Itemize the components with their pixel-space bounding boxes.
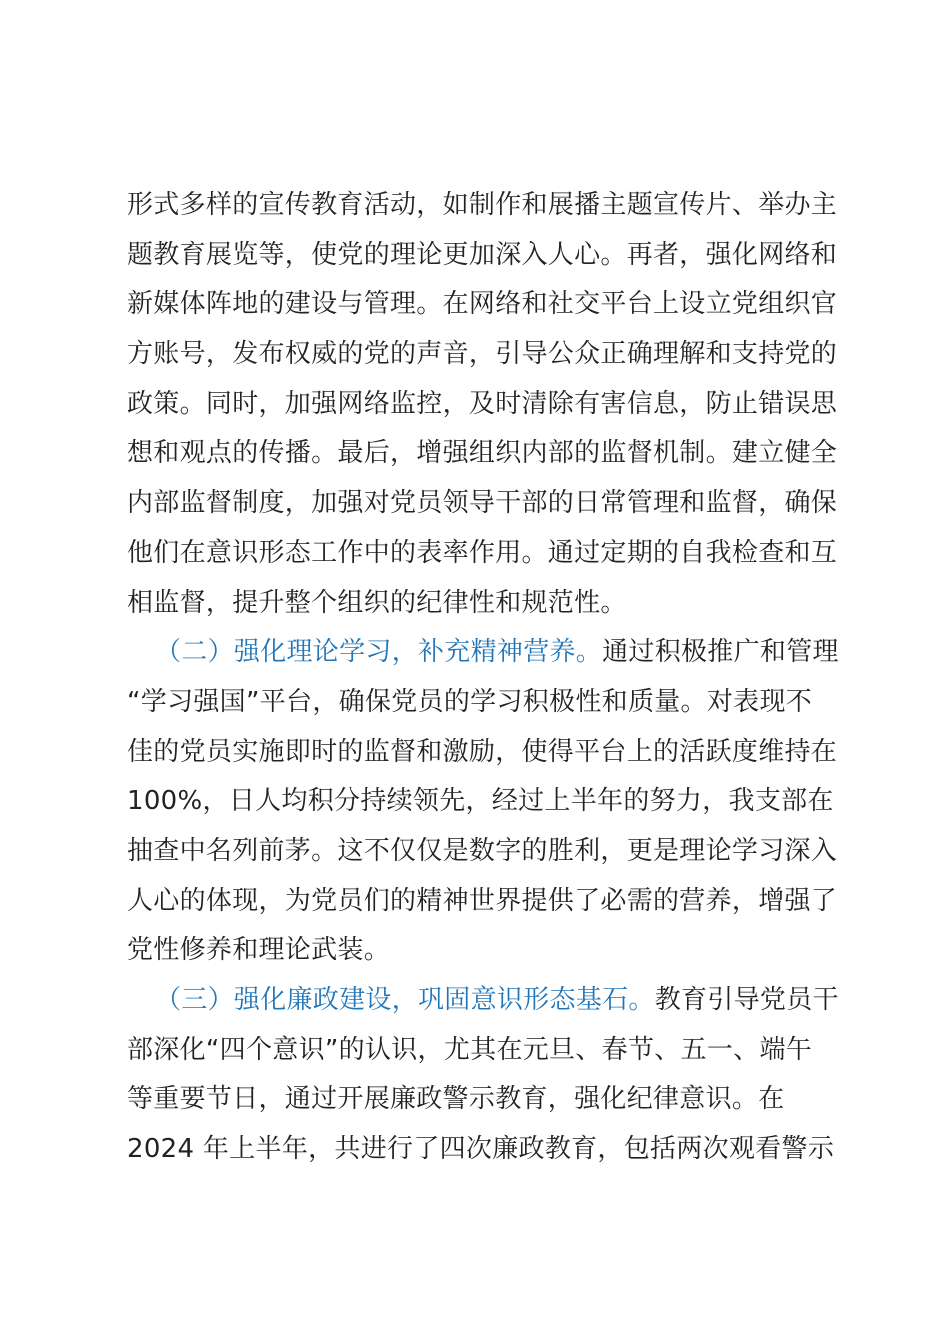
text-line: 2024 年上半年，共进行了四次廉政教育，包括两次观看警示 — [127, 1134, 835, 1165]
text-line: 等重要节日，通过开展廉政警示教育，强化纪律意识。在 — [127, 1084, 785, 1115]
section-three-heading: （三）强化廉政建设，巩固意识形态基石。 — [155, 985, 655, 1015]
text-line: 相监督，提升整个组织的纪律性和规范性。 — [127, 587, 627, 618]
text-line: 100%，日人均积分持续领先，经过上半年的努力，我支部在 — [127, 786, 834, 817]
text-line: 抽查中名列前茅。这不仅仅是数字的胜利，更是理论学习深入 — [127, 835, 838, 866]
section-two-first-line — [127, 628, 839, 678]
text-line: “学习强国”平台，确保党员的学习积极性和质量。对表现不 — [127, 686, 813, 717]
text-line: 内部监督制度，加强对党员领导干部的日常管理和监督，确保 — [127, 488, 838, 519]
text-line: 佳的党员实施即时的监督和激励，使得平台上的活跃度维持在 — [127, 736, 838, 767]
text-line: 形式多样的宣传教育活动，如制作和展播主题宣传片、举办主 — [127, 190, 838, 220]
text-line: 他们在意识形态工作中的表率作用。通过定期的自我检查和互 — [127, 537, 838, 568]
document-body — [127, 181, 839, 1175]
text-line: 方账号，发布权威的党的声音，引导公众正确理解和支持党的 — [127, 339, 838, 370]
text-line: 新媒体阵地的建设与管理。在网络和社交平台上设立党组织官 — [127, 289, 838, 320]
section-two-lead-text: 通过积极推广和管理 — [602, 637, 839, 668]
section-three-lead-text: 教育引导党员干 — [654, 985, 839, 1015]
section-three-first-line — [127, 976, 839, 1026]
text-line: 想和观点的传播。最后，增强组织内部的监督机制。建立健全 — [127, 438, 838, 469]
text-line: 人心的体现，为党员们的精神世界提供了必需的营养，增强了 — [127, 885, 838, 916]
text-line: 部深化“四个意识”的认识，尤其在元旦、春节、五一、端午 — [127, 1034, 813, 1065]
text-line: 题教育展览等，使党的理论更加深入人心。再者，强化网络和 — [127, 239, 838, 270]
text-line: 政策。同时，加强网络监控，及时清除有害信息，防止错误思 — [127, 388, 838, 419]
section-two-heading: （二）强化理论学习，补充精神营养。 — [155, 637, 603, 668]
text-line: 党性修养和理论武装。 — [127, 935, 391, 966]
